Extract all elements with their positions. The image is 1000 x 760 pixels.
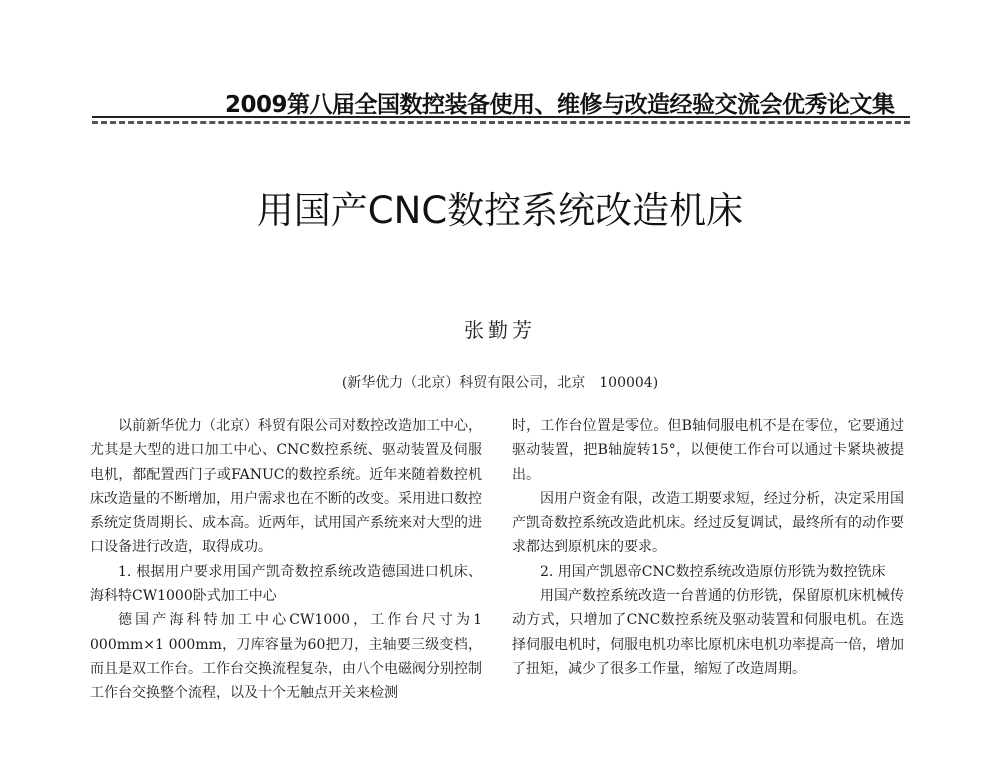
paragraph: 因用户资金有限，改造工期要求短，经过分析，决定采用国产凯奇数控系统改造此机床。经过反复调试，最终所有的动作要求都达到原机床的要求。 xyxy=(512,490,904,556)
collection-header: 2009第八届全国数控装备使用、维修与改造经验交流会优秀论文集 xyxy=(225,92,895,118)
article-affiliation: (新华优力（北京）科贸有限公司，北京 100004) xyxy=(341,375,659,391)
paragraph: 德国产海科特加工中心CW1000，工作台尺寸为1 000mm×1 000mm，刀库容量为60把刀，主轴要三级变档，而且是双工作台。工作台交换流程复杂，由八个电磁阀分别控制工作台交换整个流程，以及十个无触点开关来检测 xyxy=(90,612,482,702)
paragraph: 时，工作台位置是零位。但B轴伺服电机不是在零位，它要通过驱动装置，把B轴旋转15°，以便使工作台可以通过卡紧块被提出。 xyxy=(512,418,904,483)
header-rule-dashed xyxy=(92,121,910,124)
paragraph: 以前新华优力（北京）科贸有限公司对数控改造加工中心，尤其是大型的进口加工中心、CNC数控系统、驱动装置及伺服电机，都配置西门子或FANUC的数控系统。近年来随着数控机床改造量的不断增加，用户需求也在不断的改变。采用进口数控系统定货周期长、成本高。近两年，试用国产系统来对大型的进口设备进行改造，取得成功。 xyxy=(90,418,482,556)
body-column-left xyxy=(90,414,482,706)
body-column-right xyxy=(512,414,904,681)
article-author: 张勤芳 xyxy=(464,318,536,342)
section-heading: 1. 根据用户要求用国产凯奇数控系统改造德国进口机床、海科特CW1000卧式加工中心 xyxy=(90,563,482,605)
section-heading: 2. 用国产凯恩帝CNC数控系统改造原仿形铣为数控铣床 xyxy=(540,563,886,580)
header-rule xyxy=(92,116,910,118)
paragraph: 用国产数控系统改造一台普通的仿形铣，保留原机床机械传动方式，只增加了CNC数控系统及驱动装置和伺服电机。在选择伺服电机时，伺服电机功率比原机床电机功率提高一倍，增加了扭矩，减少了很多工作量，缩短了改造周期。 xyxy=(512,588,904,677)
article-title: 用国产CNC数控系统改造机床 xyxy=(256,189,744,232)
